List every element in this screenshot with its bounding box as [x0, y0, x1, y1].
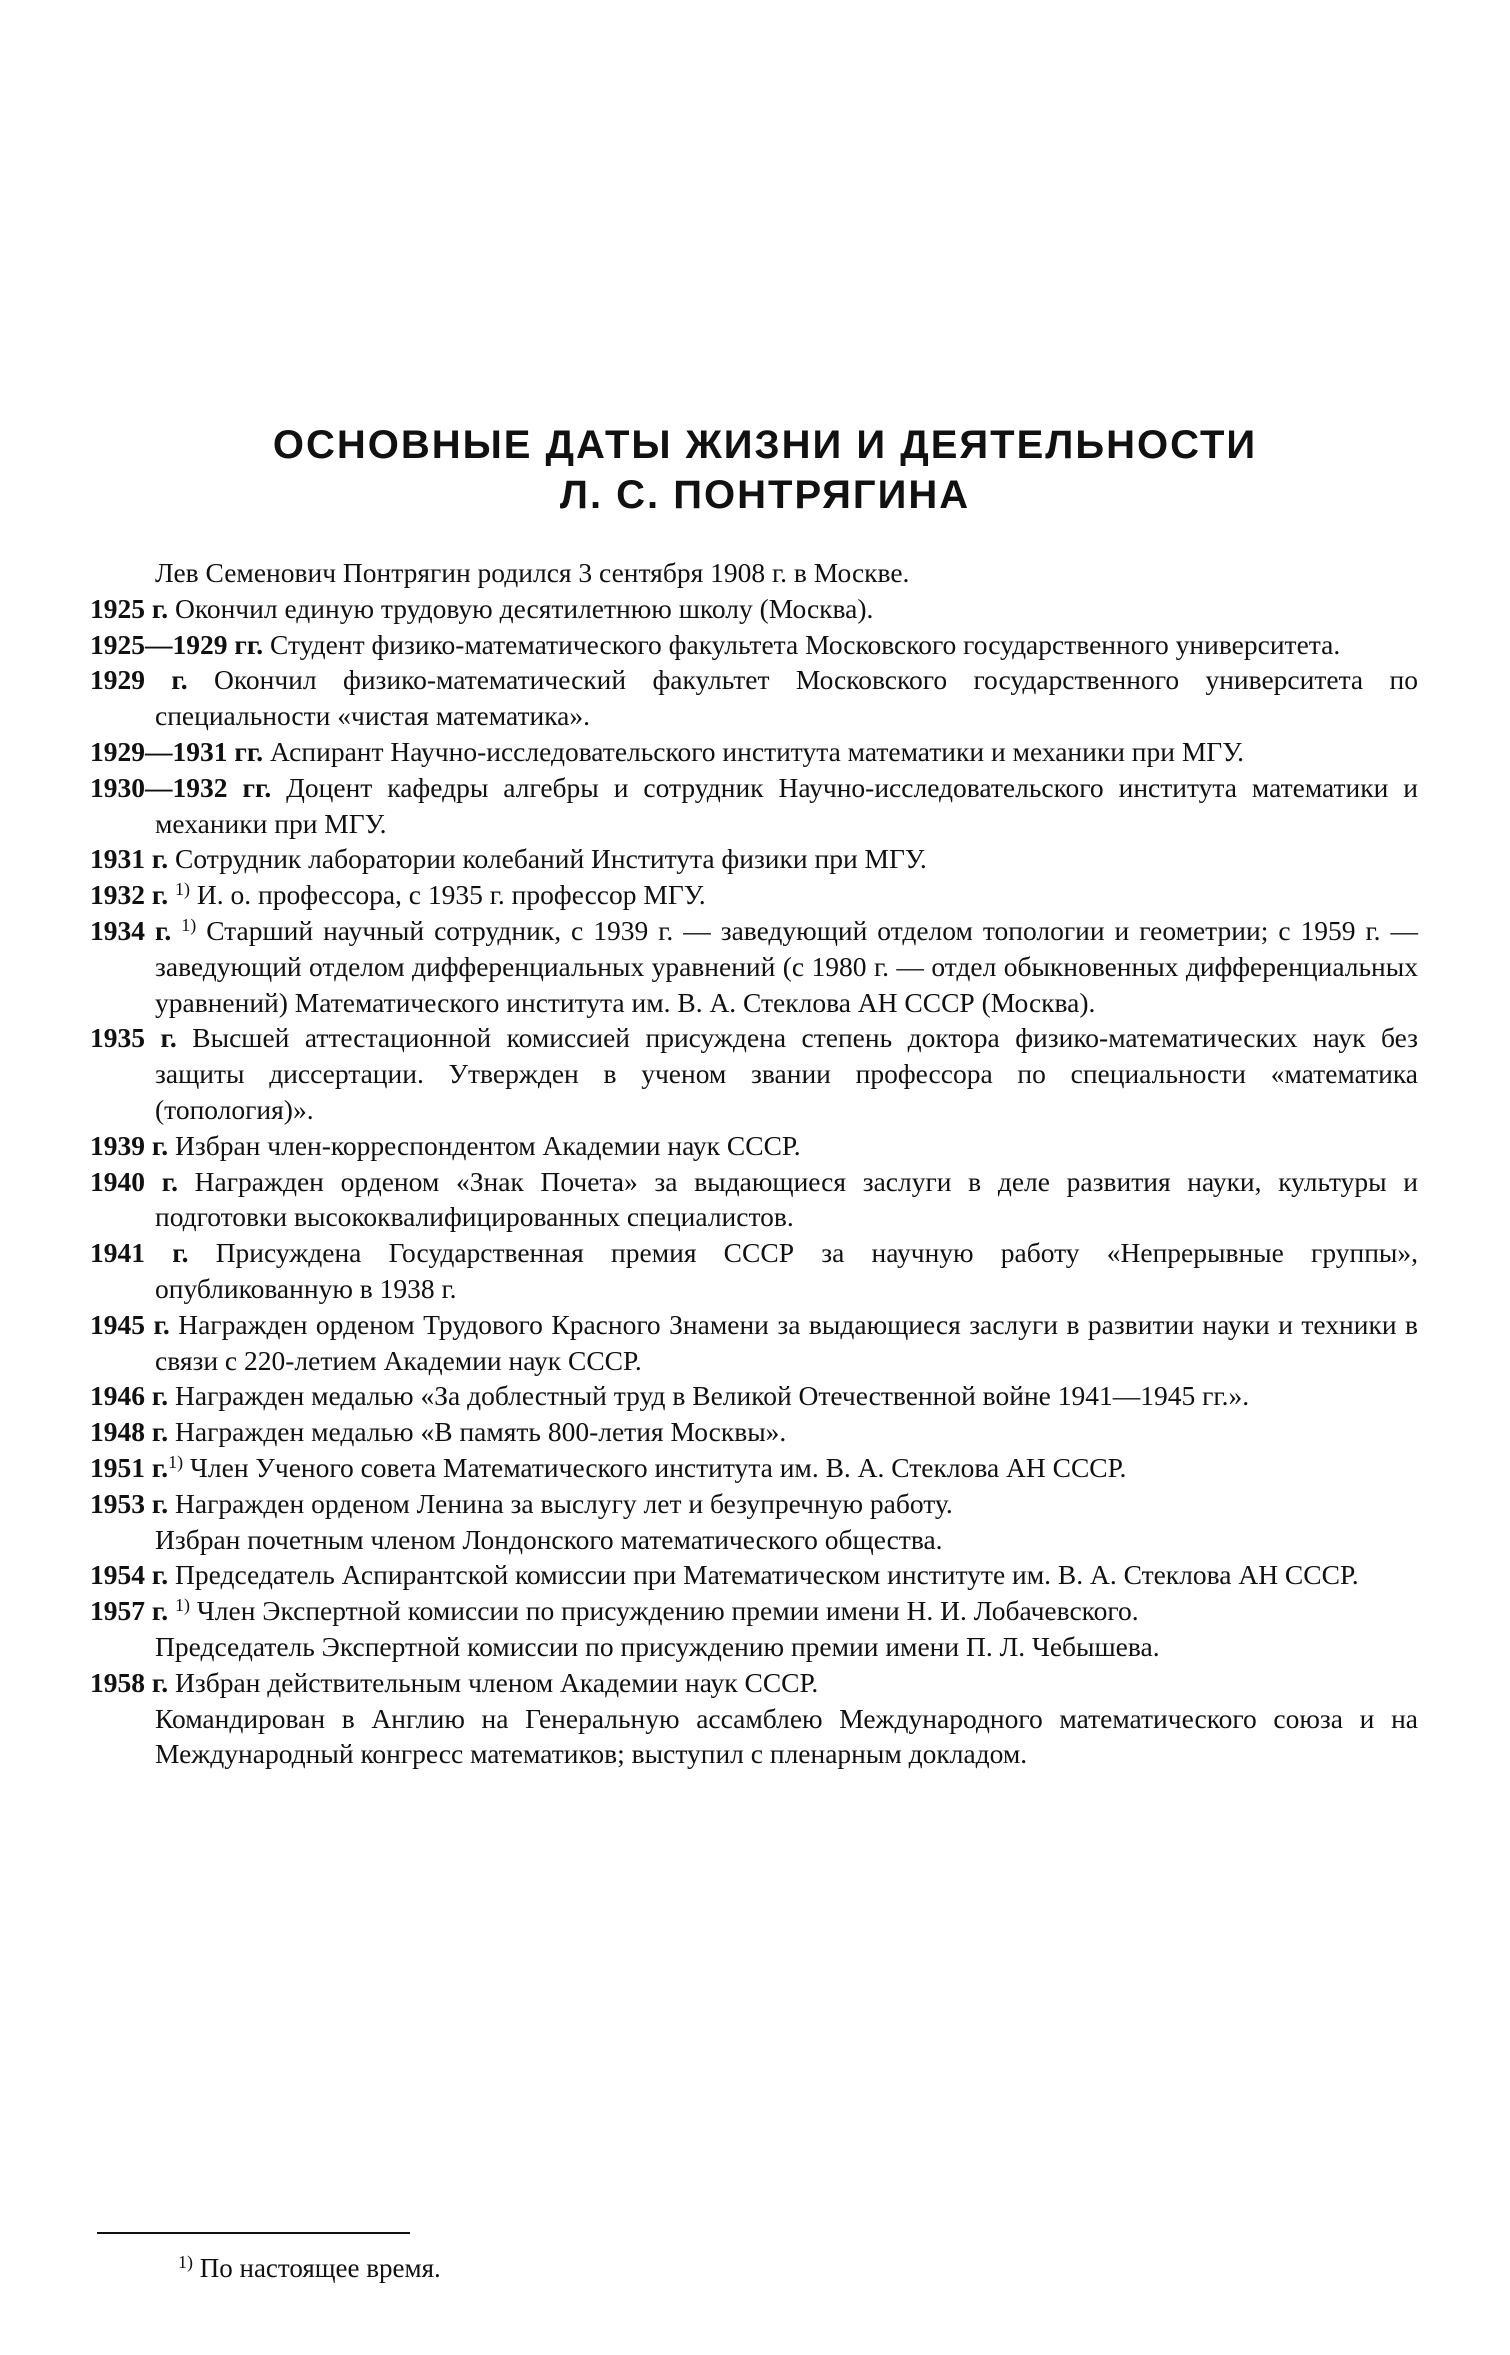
entry-text: Студент физико-математического факультета Московского государственного университета.	[270, 628, 1341, 660]
entry-1951	[90, 1450, 1418, 1486]
entry-1946	[90, 1378, 1418, 1414]
entry-1953-continuation: Избран почетным членом Лондонского математического общества.	[155, 1523, 943, 1555]
entry-text: Председатель Аспирантской комиссии при Математическом институте им. В. А. Стеклова АН СССР.	[175, 1559, 1359, 1591]
entry-date: 1934 г.	[90, 914, 172, 946]
entry-text: И. о. профессора, с 1935 г. профессор МГУ.	[196, 879, 706, 911]
entry-text: Сотрудник лаборатории колебаний Института физики при МГУ.	[175, 843, 927, 875]
entry-date: 1925—1929 гг.	[90, 628, 264, 660]
footnote-mark: 1)	[181, 914, 197, 935]
entry-date: 1932 г.	[90, 879, 169, 911]
entry-1930-1932	[90, 770, 1418, 842]
footnote-divider	[97, 2232, 410, 2234]
entry-date: 1935 г.	[90, 1022, 177, 1054]
entry-1934	[90, 913, 1418, 1020]
title-line-2: Л. С. ПОНТРЯГИНА	[559, 473, 971, 517]
entry-1929	[90, 662, 1418, 734]
entry-1931	[90, 841, 1418, 877]
footnote-mark: 1)	[175, 879, 191, 900]
entry-text: Член Экспертной комиссии по присуждению премии имени Н. И. Лобачевского.	[196, 1595, 1139, 1627]
entry-date: 1941 г.	[90, 1237, 189, 1269]
entry-1945	[90, 1307, 1418, 1379]
entry-date: 1929—1931 гг.	[90, 735, 264, 767]
entry-date: 1954 г.	[90, 1559, 169, 1591]
footnote	[178, 2251, 441, 2285]
entry-date: 1946 г.	[90, 1380, 169, 1412]
entry-date: 1925 г.	[90, 592, 169, 624]
entry-date: 1957 г.	[90, 1595, 169, 1627]
entry-1948	[90, 1414, 1418, 1450]
entry-1958-continuation: Командирован в Англию на Генеральную ассамблею Международного математического союза и на Международный конгресс математиков; выступил с пленарным докладом.	[155, 1702, 1418, 1770]
entry-text: Старший научный сотрудник, с 1939 г. — заведующий отделом топологии и геометрии; с 1959 г. — заведующий отделом дифференциальных уравнений (с 1980 г. — отдел обыкновенных дифференциальных уравнений) Математического института им. В. А. Стеклова АН СССР (Москва).	[155, 914, 1419, 1018]
entry-date: 1945 г.	[90, 1308, 170, 1340]
entry-text: Аспирант Научно-исследовательского института математики и механики при МГУ.	[270, 735, 1245, 767]
entry-1957	[90, 1593, 1418, 1629]
entry-1954	[90, 1557, 1418, 1593]
title-line-1: ОСНОВНЫЕ ДАТЫ ЖИЗНИ И ДЕЯТЕЛЬНОСТИ	[272, 423, 1258, 467]
entry-1932	[90, 877, 1418, 913]
entry-text: Награжден орденом Ленина за выслугу лет и безупречную работу.	[175, 1487, 953, 1519]
footnote-mark: 1)	[168, 1451, 184, 1472]
entry-date: 1948 г.	[90, 1416, 169, 1448]
entry-text: Награжден орденом «Знак Почета» за выдающиеся заслуги в деле развития науки, культуры и подготовки высококвалифицированных специалистов.	[155, 1165, 1418, 1233]
entry-date: 1939 г.	[90, 1129, 169, 1161]
entry-text: Член Ученого совета Математического института им. В. А. Стеклова АН СССР.	[190, 1451, 1127, 1483]
entry-1958	[90, 1665, 1418, 1701]
entry-text: Награжден орденом Трудового Красного Знамени за выдающиеся заслуги в развитии науки и техники в связи с 220-летием Академии наук СССР.	[155, 1308, 1419, 1376]
entry-date: 1931 г.	[90, 843, 169, 875]
entry-1929-1931	[90, 734, 1418, 770]
intro-paragraph: Лев Семенович Понтрягин родился 3 сентября 1908 г. в Москве.	[155, 557, 910, 588]
entry-1957-continuation: Председатель Экспертной комиссии по присуждению премии имени П. Л. Чебышева.	[155, 1630, 1160, 1662]
entry-date: 1953 г.	[90, 1487, 169, 1519]
footnote-mark: 1)	[178, 2252, 193, 2272]
entry-1925	[90, 591, 1418, 627]
footnote-text: По настоящее время.	[199, 2253, 441, 2283]
entry-1935	[90, 1020, 1418, 1127]
entry-text: Избран действительным членом Академии наук СССР.	[175, 1666, 819, 1698]
entry-1939	[90, 1128, 1418, 1164]
entry-1940	[90, 1164, 1418, 1236]
entry-1953	[90, 1486, 1418, 1522]
entry-date: 1930—1932 гг.	[90, 771, 272, 803]
entry-text: Высшей аттестационной комиссией присуждена степень доктора физико-математических наук без защиты диссертации. Утвержден в ученом звании профессора по специальности «математика (топология)».	[155, 1022, 1419, 1125]
entry-text: Присуждена Государственная премия СССР за научную работу «Непрерывные группы», опубликованную в 1938 г.	[155, 1237, 1419, 1304]
page-title	[150, 420, 1380, 520]
entry-text: Избран член-корреспондентом Академии наук СССР.	[175, 1129, 801, 1161]
entry-text: Доцент кафедры алгебры и сотрудник Научно-исследовательского института математики и механики при МГУ.	[155, 771, 1419, 839]
entry-date: 1951 г.	[90, 1451, 169, 1483]
entry-text: Окончил физико-математический факультет Московского государственного университета по специальности «чистая математика».	[155, 664, 1418, 732]
entry-date: 1929 г.	[90, 664, 188, 696]
entry-text: Награжден медалью «За доблестный труд в Великой Отечественной войне 1941—1945 гг.».	[175, 1380, 1250, 1412]
chronology	[90, 555, 1418, 1772]
entry-text: Окончил единую трудовую десятилетнюю школу (Москва).	[175, 592, 874, 624]
footnote-mark: 1)	[175, 1595, 191, 1616]
entry-1925-1929	[90, 627, 1418, 663]
entry-date: 1958 г.	[90, 1666, 169, 1698]
entry-date: 1940 г.	[90, 1165, 178, 1197]
entry-text: Награжден медалью «В память 800-летия Москвы».	[175, 1416, 787, 1448]
entry-1941	[90, 1235, 1418, 1307]
